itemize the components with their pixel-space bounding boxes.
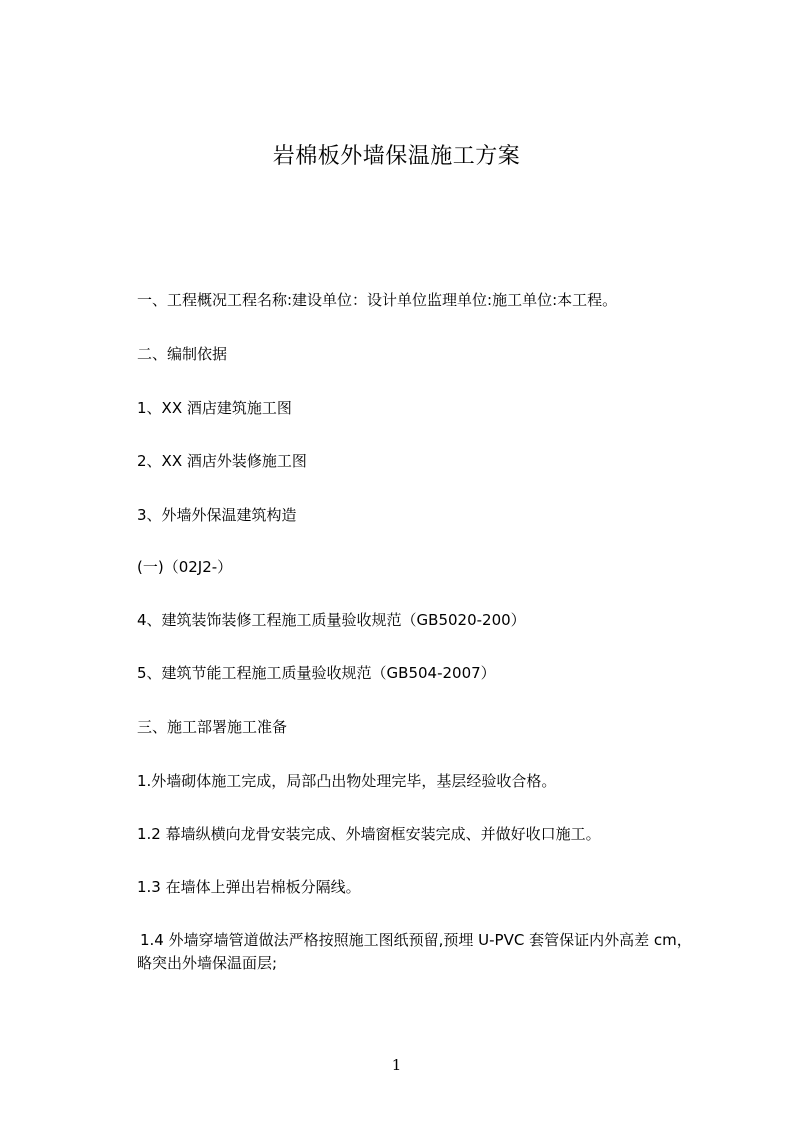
paragraph-basis-3: 3、外墙外保温建筑构造 [137,506,297,524]
paragraph-prep-1-4: 1.4 外墙穿墙管道做法严格按照施工图纸预留,预埋 U-PVC 套管保证内外高差 cm，略突出外墙保温面层; [137,931,692,972]
paragraph-prep-1-2: 1.2 幕墙纵横向龙骨安装完成、外墙窗框安装完成、并做好收口施工。 [137,825,601,843]
paragraph-prep-1: 1.外墙砌体施工完成，局部凸出物处理完毕，基层经验收合格。 [137,772,557,790]
paragraph-basis-3-ref: (一)（02J2-） [137,558,233,576]
document-title: 岩棉板外墙保温施工方案 [272,144,521,169]
paragraph-basis-4: 4、建筑装饰装修工程施工质量验收规范（GB5020-200） [137,611,526,629]
paragraph-section-basis: 二、编制依据 [137,345,228,363]
paragraph-basis-5: 5、建筑节能工程施工质量验收规范（GB504-2007） [137,664,496,682]
paragraph-project-overview: 一、工程概况工程名称:建设单位：设计单位监理单位:施工单位:本工程。 [137,291,618,309]
paragraph-section-deployment: 三、施工部署施工准备 [137,718,288,736]
paragraph-basis-1: 1、XX 酒店建筑施工图 [137,399,292,417]
paragraph-basis-2: 2、XX 酒店外装修施工图 [137,452,307,470]
paragraph-prep-1-3: 1.3 在墙体上弹出岩棉板分隔线。 [137,878,361,896]
page-number: 1 [391,1056,402,1074]
